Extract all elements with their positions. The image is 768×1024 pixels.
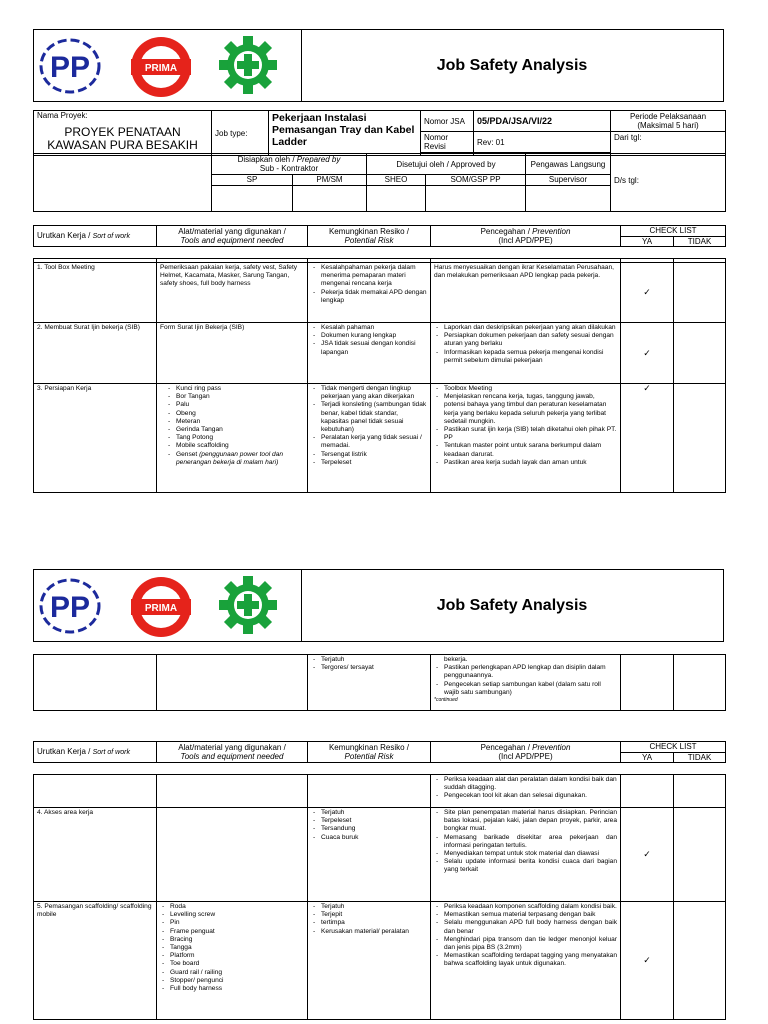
role-som-gsp: SOM/GSP PP bbox=[426, 175, 526, 186]
jsa-table-page2 bbox=[33, 774, 726, 1020]
periode-label: Periode Pelaksanaan (Maksimal 5 hari) bbox=[611, 111, 726, 132]
check-ya[interactable] bbox=[621, 655, 674, 711]
svg-text:PP: PP bbox=[49, 51, 91, 84]
tools-cell: - Roda - Levelling screw - Pin - Frame penguat - Bracing - Tangga - Platform - Toe board - Guard rail / railing - Stopper/ pengunci - Full body harness bbox=[157, 902, 308, 1020]
role-supervisor: Supervisor bbox=[526, 175, 611, 186]
sign-pm bbox=[293, 186, 367, 212]
page-title: Job Safety Analysis bbox=[436, 596, 588, 614]
nomor-revisi-value: Rev: 01 bbox=[474, 132, 611, 153]
sign-sp bbox=[212, 186, 293, 212]
col-pencegahan: Pencegahan / Prevention (Incl APD/PPE) bbox=[431, 226, 621, 247]
jsa-table-page1 bbox=[33, 258, 726, 493]
role-sheo: SHEO bbox=[367, 175, 426, 186]
project-name-value: PROYEK PENATAAN KAWASAN PURA BESAKIH bbox=[47, 125, 198, 152]
project-name-cell bbox=[34, 111, 212, 156]
check-tidak[interactable] bbox=[674, 323, 726, 384]
role-pm-sm: PM/SM bbox=[293, 175, 367, 186]
prevention-cell: - Periksa keadaan alat dan peralatan dalam kondisi baik dan suddah ditagging. - Pengecekan tool kit akan dan selesai digunakan. bbox=[431, 775, 621, 808]
prevention-cell: - Laporkan dan deskripsikan pekerjaan yang akan dilakukan - Persiapkan dokumen pekerjaan dan safety sesuai dengan aturan yang berlaku - Informasikan kepada semua pekerja mengenai kondisi permit sebelum dimulai pekerjaan bbox=[431, 323, 621, 384]
ds-tgl-label: D/s tgl: bbox=[611, 154, 726, 212]
safety-gear-icon bbox=[217, 574, 279, 636]
prima-logo bbox=[130, 576, 192, 638]
project-info-table bbox=[33, 110, 726, 156]
pengawas-cell: Pengawas Langsung bbox=[526, 154, 611, 175]
nomor-jsa-value: 05/PDA/JSA/VI/22 bbox=[474, 111, 611, 132]
table-row bbox=[34, 323, 726, 384]
work-cell: 2. Membuat Surat Ijin bekerja (SIB) bbox=[34, 323, 157, 384]
continued-note: *continued bbox=[434, 697, 458, 704]
risks-cell: - Terjatuh - Terpeleset - Tersandung - Cuaca buruk bbox=[308, 808, 431, 902]
pp-logo bbox=[39, 577, 101, 635]
check-ya[interactable] bbox=[621, 775, 674, 808]
table-row bbox=[34, 902, 726, 1020]
prevention-cell: Harus menyesuaikan dengan ikrar Keselamatan Perusahaan, dan melakukan pemeriksaan APD lengkap pada pekerja. bbox=[431, 263, 621, 323]
table-row bbox=[34, 655, 726, 711]
pp-logo bbox=[39, 37, 101, 95]
tools-cell: Form Surat Ijin Bekerja (SIB) bbox=[157, 323, 308, 384]
col-urutan: Urutkan Kerja / Sort of work bbox=[34, 226, 157, 247]
risks-cell: - Kesalahpahaman pekerja dalam menerima pemaparan materi mengenai rencana kerja - Pekerja tidak memakai APD dengan lengkap bbox=[308, 263, 431, 323]
logo-group bbox=[34, 570, 302, 641]
prevention-cell: - Toolbox Meeting - Menjelaskan rencana kerja, tugas, tanggung jawab, potensi bahaya yang timbul dan peraturan keselamatan kerja yang berlaku kepada seluruh pekerja yang terlibat sedetail mungkin. - Pastikan surat ijin kerja (SIB) telah diketahui oleh pihak PT. PP - Tentukan master point untuk sarana berkumpul dalam keadaan darurat. - Pastikan area kerja sudah layak dan aman untuk bbox=[431, 384, 621, 493]
project-name-label: Nama Proyek: bbox=[37, 111, 88, 120]
prima-logo bbox=[130, 36, 192, 98]
col-alat: Alat/material yang digunakan / Tools and equipment needed bbox=[157, 226, 308, 247]
tools-cell bbox=[157, 808, 308, 902]
column-header-1 bbox=[33, 225, 726, 247]
table-row bbox=[34, 384, 726, 493]
table-row bbox=[34, 775, 726, 808]
role-sp: SP bbox=[212, 175, 293, 186]
svg-text:PP: PP bbox=[49, 591, 91, 624]
col-alat: Alat/material yang digunakan / Tools and equipment needed bbox=[157, 742, 308, 763]
svg-text:PRIMA: PRIMA bbox=[144, 603, 178, 614]
col-ya: YA bbox=[621, 753, 674, 763]
check-tidak[interactable] bbox=[674, 775, 726, 808]
nomor-jsa-label: Nomor JSA bbox=[421, 111, 474, 132]
logo-group bbox=[34, 30, 302, 101]
sign-sheo bbox=[367, 186, 426, 212]
svg-text:PRIMA: PRIMA bbox=[144, 63, 178, 74]
page-title: Job Safety Analysis bbox=[436, 56, 588, 74]
risks-cell: - Terjatuh - Tergores/ tersayat bbox=[308, 655, 431, 711]
risks-cell: - Terjatuh - Terjepit - tertimpa - Kerusakan material/ peralatan bbox=[308, 902, 431, 1020]
safety-gear-icon bbox=[217, 34, 279, 96]
work-cell: 3. Persiapan Kerja bbox=[34, 384, 157, 493]
job-type-label: Job type: bbox=[212, 111, 269, 156]
check-tidak[interactable] bbox=[674, 263, 726, 323]
risks-cell: - Tidak mengerti dengan lingkup pekerjaan yang akan dikerjakan - Terjadi konsleting (sambungan tidak benar, kabel tidak standar, kapasitas panel tidak sesuai kebutuhan) - Peralatan kerja yang tidak sesuai / memadai. - Tersengat listrik - Terpeleset bbox=[308, 384, 431, 493]
check-ya[interactable]: ✓ bbox=[621, 263, 674, 323]
check-ya[interactable]: ✓ bbox=[621, 323, 674, 384]
table-row bbox=[34, 263, 726, 323]
check-ya[interactable]: ✓ bbox=[621, 808, 674, 902]
nomor-revisi-label: Nomor Revisi bbox=[421, 132, 474, 153]
col-pencegahan: Pencegahan / Prevention (Incl APD/PPE) bbox=[431, 742, 621, 763]
prevention-cell: - Site plan penempatan material harus disiapkan. Perincian batas lokasi, pejalan kaki, jalan depan proyek, parkir, area bongkar muat. - Memasang barikade disekitar area pekerjaan dan informasi peringatan tertulis. - Menyediakan tempat untuk stok material dan diawasi - Selalu update informasi berita kondisi cuaca dari bagian yang terkait bbox=[431, 808, 621, 902]
work-cell: 1. Tool Box Meeting bbox=[34, 263, 157, 323]
check-tidak[interactable] bbox=[674, 384, 726, 493]
table-row bbox=[34, 808, 726, 902]
col-tidak: TIDAK bbox=[674, 237, 726, 247]
sign-supervisor bbox=[526, 186, 611, 212]
check-tidak[interactable] bbox=[674, 808, 726, 902]
col-risiko: Kemungkinan Resiko / Potential Risk bbox=[308, 742, 431, 763]
work-cell: 5. Pemasangan scaffolding/ scaffolding mobile bbox=[34, 902, 157, 1020]
dari-tgl-label: Dari tgl: bbox=[611, 132, 726, 156]
tools-cell: - Kunci ring pass - Bor Tangan - Palu - Obeng - Meteran - Gerinda Tangan - Tang Potong - Mobile scaffolding - Genset (penggunaan power tool dan penerangan bekerja di malam hari) bbox=[157, 384, 308, 493]
sign-som bbox=[426, 186, 526, 212]
col-risiko: Kemungkinan Resiko / Potential Risk bbox=[308, 226, 431, 247]
approval-table bbox=[33, 153, 726, 212]
work-cell: 4. Akses area kerja bbox=[34, 808, 157, 902]
col-checklist: CHECK LIST bbox=[621, 742, 726, 753]
page1-header bbox=[33, 29, 724, 102]
job-type-value: Pekerjaan Instalasi Pemasangan Tray dan Kabel Ladder bbox=[269, 111, 421, 156]
col-urutan: Urutkan Kerja / Sort of work bbox=[34, 742, 157, 763]
column-header-2 bbox=[33, 741, 726, 763]
prevention-cell: - Periksa keadaan komponen scaffolding dalam kondisi baik. - Memastikan semua material terpasang dengan baik - Selalu menggunakan APD full body harness dengan baik dan benar - Menghindari pipa transom dan tie ledger menonjol keluar dan jenis pipa BS (3.2mm) - Memastikan scaffolding terdapat tagging yang menyatakan bahwa scaffolding layak untuk digunakan. bbox=[431, 902, 621, 1020]
approved-by-cell: Disetujui oleh / Approved by bbox=[367, 154, 526, 175]
col-tidak: TIDAK bbox=[674, 753, 726, 763]
col-ya: YA bbox=[621, 237, 674, 247]
check-ya[interactable]: ✓ bbox=[621, 902, 674, 1020]
tools-cell: Pemeriksaan pakaian kerja, safety vest, Safety Helmet, Kacamata, Masker, Sarung Tangan, safety shoes, full body harness bbox=[157, 263, 308, 323]
check-ya[interactable]: ✓ bbox=[621, 384, 674, 493]
risks-cell: - Kesalah pahaman - Dokumen kurang lengkap - JSA tidak sesuai dengan kondisi lapangan bbox=[308, 323, 431, 384]
prepared-by-cell: Disiapkan oleh / Prepared by Sub - Kontraktor bbox=[212, 154, 367, 175]
check-tidak[interactable] bbox=[674, 655, 726, 711]
check-tidak[interactable] bbox=[674, 902, 726, 1020]
col-checklist: CHECK LIST bbox=[621, 226, 726, 237]
prevention-cell: bekerja. - Pastikan perlengkapan APD lengkap dan disiplin dalam penggunaannya. - Pengecekan setiap sambungan kabel (dalam satu roll wajib satu sambungan) *continued bbox=[431, 655, 621, 711]
continuation-table bbox=[33, 654, 726, 711]
blank-cell bbox=[34, 154, 212, 212]
page2-header bbox=[33, 569, 724, 642]
